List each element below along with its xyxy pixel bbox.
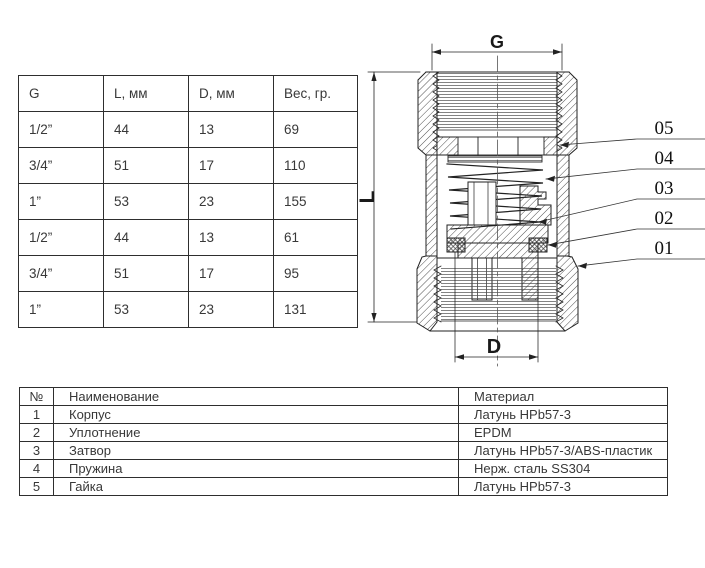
spec-cell: 51 (104, 148, 189, 184)
wall-right-mid (557, 155, 569, 256)
table-row (20, 442, 668, 460)
parts-header-name: Наименование (54, 388, 459, 406)
callout-leader-05 (560, 139, 705, 145)
spec-cell: 61 (274, 220, 358, 256)
callout-leader-02 (548, 229, 705, 245)
spec-header-d: D, мм (189, 76, 274, 112)
spec-cell: 44 (104, 220, 189, 256)
parts-cell-no: 2 (20, 424, 54, 442)
valve-section-drawing (355, 0, 705, 380)
seal-right (529, 238, 547, 252)
dim-d-label: D (486, 336, 502, 358)
dim-l-label: L (356, 190, 379, 204)
male-thread-shading (437, 72, 557, 130)
seal-left (447, 238, 465, 252)
spec-cell: 1/2” (19, 112, 104, 148)
spec-cell: 1/2” (19, 220, 104, 256)
spec-cell: 110 (274, 148, 358, 184)
spec-cell: 95 (274, 256, 358, 292)
poppet-disc-lower (458, 243, 538, 258)
spec-header-row (19, 76, 358, 112)
parts-cell-material: EPDM (459, 424, 668, 442)
callout-label-03: 03 (654, 178, 674, 199)
parts-table (19, 387, 668, 496)
table-row (19, 112, 358, 148)
spec-cell: 13 (189, 220, 274, 256)
poppet-stem (468, 182, 496, 225)
callout-label-02: 02 (654, 208, 674, 229)
spec-cell: 53 (104, 292, 189, 328)
spec-cell: 51 (104, 256, 189, 292)
callout-label-05: 05 (654, 118, 674, 139)
dim-g (432, 32, 562, 70)
table-row (19, 256, 358, 292)
spec-cell: 69 (274, 112, 358, 148)
female-thread-shading (441, 266, 556, 321)
spec-header-g: G (19, 76, 104, 112)
table-row (20, 406, 668, 424)
table-row (19, 220, 358, 256)
spec-cell: 53 (104, 184, 189, 220)
spec-cell: 1” (19, 184, 104, 220)
parts-cell-name: Затвор (54, 442, 459, 460)
callout-label-04: 04 (654, 148, 674, 169)
table-row (19, 184, 358, 220)
spec-cell: 131 (274, 292, 358, 328)
callout-label-01: 01 (654, 238, 674, 259)
spec-cell: 155 (274, 184, 358, 220)
wall-left-bottom (417, 256, 437, 331)
table-row (20, 478, 668, 496)
table-row (19, 292, 358, 328)
callout-leader-01 (578, 259, 705, 266)
spec-cell: 44 (104, 112, 189, 148)
spec-cell: 13 (189, 112, 274, 148)
parts-header-row (20, 388, 668, 406)
spec-cell: 23 (189, 292, 274, 328)
parts-cell-material: Латунь HPb57-3/ABS-пластик (459, 442, 668, 460)
table-row (20, 424, 668, 442)
spec-cell: 3/4” (19, 148, 104, 184)
parts-cell-name: Уплотнение (54, 424, 459, 442)
parts-header-material: Материал (459, 388, 668, 406)
parts-cell-name: Гайка (54, 478, 459, 496)
spec-cell: 3/4” (19, 256, 104, 292)
parts-cell-name: Корпус (54, 406, 459, 424)
spec-cell: 1” (19, 292, 104, 328)
spring-seat-washer (448, 156, 542, 162)
parts-cell-material: Латунь HPb57-3 (459, 478, 668, 496)
wall-left-mid (426, 155, 437, 256)
parts-cell-name: Пружина (54, 460, 459, 478)
spec-cell: 17 (189, 148, 274, 184)
table-row (20, 460, 668, 478)
parts-cell-material: Нерж. сталь SS304 (459, 460, 668, 478)
callout-leader-04 (546, 169, 705, 179)
parts-cell-no: 1 (20, 406, 54, 424)
retaining-nut (437, 137, 557, 162)
dim-g-label: G (489, 32, 505, 52)
spec-header-l: L, мм (104, 76, 189, 112)
parts-header-no: № (20, 388, 54, 406)
parts-cell-no: 3 (20, 442, 54, 460)
spec-cell: 17 (189, 256, 274, 292)
parts-cell-no: 5 (20, 478, 54, 496)
spec-cell: 23 (189, 184, 274, 220)
spec-header-wt: Вес, гр. (274, 76, 358, 112)
dim-l (356, 72, 420, 322)
table-row (19, 148, 358, 184)
parts-cell-material: Латунь HPb57-3 (459, 406, 668, 424)
parts-cell-no: 4 (20, 460, 54, 478)
spec-table (18, 75, 358, 328)
